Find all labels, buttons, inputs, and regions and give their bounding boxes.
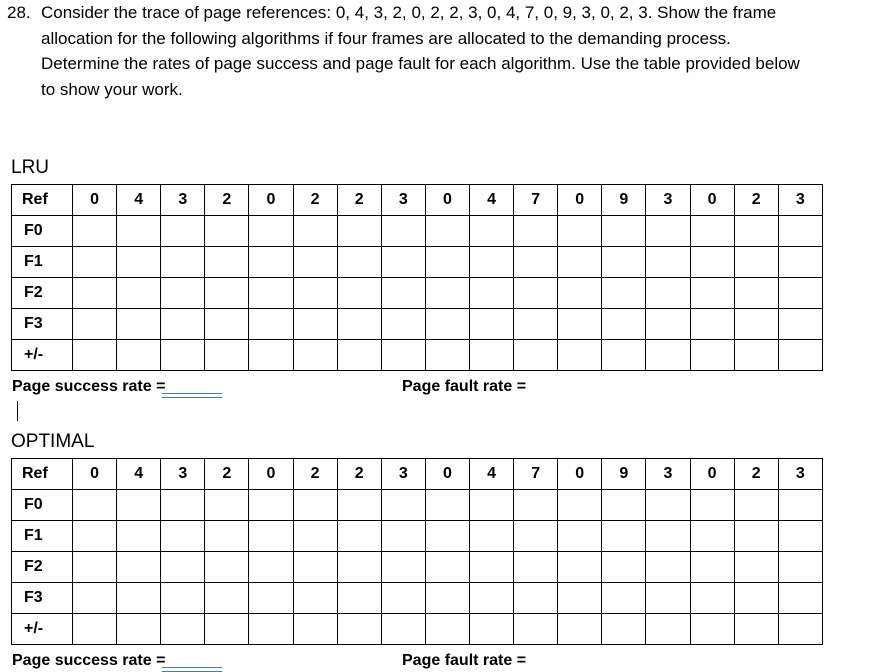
ref-cell: 3 (161, 185, 205, 216)
frame-cell[interactable] (205, 614, 249, 645)
frame-cell[interactable] (381, 552, 425, 583)
ref-label: Ref (12, 185, 73, 216)
frame-row-label: F2 (12, 552, 73, 583)
frame-cell[interactable] (381, 490, 425, 521)
frame-cell[interactable] (734, 247, 778, 278)
frame-cell[interactable] (205, 552, 249, 583)
ref-cell: 0 (558, 185, 602, 216)
ref-cell: 2 (734, 459, 778, 490)
question-text: Consider the trace of page references: 0, 4, 3, 2, 0, 2, 2, 3, 0, 4, 7, 0, 9, 3, 0, 2, 3. Show the frame allocation for the following algorithms if four frames are allocated to the demanding process. Determine the rates of page success and page fault for each algorithm. Use the table provided below to show your work. (41, 3, 800, 99)
frame-row (12, 216, 823, 247)
frame-cell[interactable] (734, 278, 778, 309)
text-cursor (17, 401, 18, 421)
frame-cell[interactable] (425, 521, 469, 552)
optimal-title: OPTIMAL (11, 431, 95, 452)
frame-cell[interactable] (425, 490, 469, 521)
optimal-success-rate-blank[interactable] (162, 667, 222, 672)
frame-cell[interactable] (469, 247, 513, 278)
frame-cell[interactable] (293, 490, 337, 521)
frame-cell[interactable] (646, 247, 690, 278)
frame-cell[interactable] (205, 216, 249, 247)
frame-cell[interactable] (778, 552, 822, 583)
frame-cell[interactable] (249, 614, 293, 645)
frame-cell[interactable] (558, 490, 602, 521)
frame-cell[interactable] (558, 247, 602, 278)
frame-cell[interactable] (602, 552, 646, 583)
frame-cell[interactable] (602, 614, 646, 645)
frame-cell[interactable] (646, 614, 690, 645)
frame-cell[interactable] (73, 216, 117, 247)
frame-cell[interactable] (558, 278, 602, 309)
frame-cell[interactable] (778, 521, 822, 552)
ref-cell: 9 (602, 185, 646, 216)
frame-cell[interactable] (117, 521, 161, 552)
ref-cell: 7 (514, 185, 558, 216)
frame-cell[interactable] (381, 247, 425, 278)
frame-cell[interactable] (117, 340, 161, 371)
frame-cell[interactable] (293, 552, 337, 583)
ref-row (12, 185, 823, 216)
ref-cell: 4 (469, 459, 513, 490)
frame-cell[interactable] (778, 340, 822, 371)
frame-cell[interactable] (425, 278, 469, 309)
frame-cell[interactable] (73, 309, 117, 340)
frame-cell[interactable] (734, 216, 778, 247)
ref-cell: 0 (425, 185, 469, 216)
frame-cell[interactable] (381, 583, 425, 614)
frame-cell[interactable] (117, 309, 161, 340)
frame-cell[interactable] (249, 583, 293, 614)
frame-cell[interactable] (249, 309, 293, 340)
frame-cell[interactable] (514, 552, 558, 583)
frame-cell[interactable] (117, 216, 161, 247)
frame-cell[interactable] (337, 614, 381, 645)
frame-cell[interactable] (337, 490, 381, 521)
lru-fault-rate-label: Page fault rate = (402, 378, 527, 395)
frame-cell[interactable] (602, 278, 646, 309)
frame-cell[interactable] (161, 309, 205, 340)
frame-cell[interactable] (205, 490, 249, 521)
frame-cell[interactable] (161, 216, 205, 247)
frame-cell[interactable] (469, 521, 513, 552)
frame-cell[interactable] (73, 247, 117, 278)
question-number: 28. (7, 3, 31, 22)
frame-cell[interactable] (73, 552, 117, 583)
frame-cell[interactable] (249, 216, 293, 247)
frame-cell[interactable] (425, 340, 469, 371)
ref-cell: 3 (161, 459, 205, 490)
frame-cell[interactable] (205, 309, 249, 340)
frame-cell[interactable] (646, 309, 690, 340)
frame-cell[interactable] (73, 278, 117, 309)
ref-cell: 0 (249, 185, 293, 216)
ref-cell: 0 (690, 459, 734, 490)
frame-cell[interactable] (161, 583, 205, 614)
frame-cell[interactable] (690, 552, 734, 583)
frame-cell[interactable] (425, 247, 469, 278)
ref-cell: 3 (778, 185, 822, 216)
ref-cell: 2 (205, 185, 249, 216)
frame-cell[interactable] (778, 216, 822, 247)
ref-cell: 2 (337, 459, 381, 490)
frame-cell[interactable] (205, 340, 249, 371)
frame-cell[interactable] (337, 278, 381, 309)
frame-cell[interactable] (734, 309, 778, 340)
frame-cell[interactable] (646, 340, 690, 371)
frame-cell[interactable] (469, 216, 513, 247)
ref-cell: 2 (205, 459, 249, 490)
frame-cell[interactable] (602, 216, 646, 247)
frame-row (12, 340, 823, 371)
frame-cell[interactable] (514, 278, 558, 309)
frame-row-label: F1 (12, 521, 73, 552)
frame-cell[interactable] (337, 247, 381, 278)
frame-cell[interactable] (514, 309, 558, 340)
frame-cell[interactable] (381, 309, 425, 340)
frame-cell[interactable] (469, 340, 513, 371)
frame-cell[interactable] (293, 340, 337, 371)
frame-cell[interactable] (558, 521, 602, 552)
frame-cell[interactable] (514, 583, 558, 614)
frame-cell[interactable] (161, 521, 205, 552)
frame-cell[interactable] (558, 614, 602, 645)
frame-cell[interactable] (778, 583, 822, 614)
optimal-table (11, 458, 823, 645)
ref-cell: 4 (469, 185, 513, 216)
frame-cell[interactable] (690, 340, 734, 371)
frame-cell[interactable] (690, 614, 734, 645)
frame-cell[interactable] (381, 340, 425, 371)
frame-cell[interactable] (337, 521, 381, 552)
frame-row-label: F0 (12, 216, 73, 247)
frame-cell[interactable] (646, 521, 690, 552)
frame-cell[interactable] (778, 247, 822, 278)
frame-cell[interactable] (161, 278, 205, 309)
lru-success-rate-blank[interactable] (162, 393, 222, 398)
frame-cell[interactable] (161, 552, 205, 583)
frame-cell[interactable] (161, 490, 205, 521)
frame-cell[interactable] (469, 278, 513, 309)
frame-row (12, 490, 823, 521)
frame-row (12, 614, 823, 645)
frame-cell[interactable] (293, 309, 337, 340)
frame-cell[interactable] (337, 552, 381, 583)
frame-cell[interactable] (690, 216, 734, 247)
frame-cell[interactable] (337, 340, 381, 371)
frame-cell[interactable] (469, 490, 513, 521)
frame-cell[interactable] (646, 278, 690, 309)
ref-cell: 3 (381, 185, 425, 216)
frame-cell[interactable] (249, 552, 293, 583)
frame-cell[interactable] (469, 583, 513, 614)
frame-cell[interactable] (514, 521, 558, 552)
frame-cell[interactable] (558, 340, 602, 371)
ref-cell: 3 (646, 185, 690, 216)
frame-cell[interactable] (646, 216, 690, 247)
frame-cell[interactable] (161, 247, 205, 278)
frame-cell[interactable] (558, 583, 602, 614)
frame-cell[interactable] (293, 216, 337, 247)
optimal-fault-rate-label: Page fault rate = (402, 652, 527, 669)
frame-cell[interactable] (249, 521, 293, 552)
optimal-success-rate-label: Page success rate = (12, 652, 166, 669)
frame-cell[interactable] (602, 247, 646, 278)
frame-cell[interactable] (646, 583, 690, 614)
frame-cell[interactable] (249, 278, 293, 309)
frame-cell[interactable] (469, 552, 513, 583)
frame-cell[interactable] (558, 309, 602, 340)
frame-row (12, 583, 823, 614)
frame-cell[interactable] (293, 521, 337, 552)
frame-cell[interactable] (205, 521, 249, 552)
frame-cell[interactable] (602, 309, 646, 340)
frame-cell[interactable] (73, 583, 117, 614)
frame-row (12, 278, 823, 309)
ref-cell: 7 (514, 459, 558, 490)
frame-cell[interactable] (558, 552, 602, 583)
frame-cell[interactable] (734, 490, 778, 521)
frame-cell[interactable] (558, 216, 602, 247)
frame-cell[interactable] (425, 216, 469, 247)
frame-cell[interactable] (602, 340, 646, 371)
frame-cell[interactable] (425, 309, 469, 340)
frame-cell[interactable] (205, 247, 249, 278)
frame-cell[interactable] (117, 278, 161, 309)
frame-cell[interactable] (249, 490, 293, 521)
ref-cell: 2 (293, 459, 337, 490)
ref-cell: 0 (425, 459, 469, 490)
ref-cell: 2 (293, 185, 337, 216)
frame-row (12, 521, 823, 552)
frame-row-label: F3 (12, 583, 73, 614)
frame-cell[interactable] (381, 521, 425, 552)
frame-cell[interactable] (161, 614, 205, 645)
frame-row (12, 552, 823, 583)
frame-cell[interactable] (690, 521, 734, 552)
frame-cell[interactable] (514, 216, 558, 247)
frame-cell[interactable] (337, 309, 381, 340)
frame-cell[interactable] (337, 583, 381, 614)
ref-cell: 4 (117, 459, 161, 490)
frame-cell[interactable] (117, 583, 161, 614)
frame-cell[interactable] (293, 583, 337, 614)
ref-cell: 0 (73, 459, 117, 490)
frame-cell[interactable] (337, 216, 381, 247)
frame-row-label: +/- (12, 614, 73, 645)
frame-cell[interactable] (381, 614, 425, 645)
frame-cell[interactable] (293, 614, 337, 645)
frame-cell[interactable] (602, 521, 646, 552)
frame-cell[interactable] (646, 552, 690, 583)
frame-cell[interactable] (73, 490, 117, 521)
ref-label: Ref (12, 459, 73, 490)
ref-cell: 0 (558, 459, 602, 490)
frame-row-label: +/- (12, 340, 73, 371)
ref-cell: 3 (778, 459, 822, 490)
frame-cell[interactable] (778, 614, 822, 645)
frame-cell[interactable] (778, 309, 822, 340)
frame-cell[interactable] (778, 490, 822, 521)
frame-cell[interactable] (73, 614, 117, 645)
frame-cell[interactable] (734, 521, 778, 552)
ref-cell: 0 (73, 185, 117, 216)
frame-cell[interactable] (425, 583, 469, 614)
frame-cell[interactable] (514, 614, 558, 645)
frame-cell[interactable] (514, 490, 558, 521)
frame-cell[interactable] (602, 490, 646, 521)
ref-row (12, 459, 823, 490)
frame-cell[interactable] (73, 521, 117, 552)
lru-table (11, 184, 823, 371)
frame-cell[interactable] (690, 490, 734, 521)
ref-cell: 9 (602, 459, 646, 490)
frame-cell[interactable] (425, 552, 469, 583)
frame-row-label: F1 (12, 247, 73, 278)
frame-cell[interactable] (514, 340, 558, 371)
frame-cell[interactable] (117, 490, 161, 521)
frame-cell[interactable] (734, 614, 778, 645)
ref-cell: 3 (646, 459, 690, 490)
ref-cell: 0 (249, 459, 293, 490)
frame-cell[interactable] (690, 309, 734, 340)
frame-cell[interactable] (690, 278, 734, 309)
frame-cell[interactable] (293, 278, 337, 309)
question (7, 0, 869, 102)
ref-cell: 0 (690, 185, 734, 216)
frame-cell[interactable] (734, 340, 778, 371)
frame-cell[interactable] (602, 583, 646, 614)
frame-cell[interactable] (205, 278, 249, 309)
frame-cell[interactable] (117, 247, 161, 278)
frame-cell[interactable] (161, 340, 205, 371)
frame-cell[interactable] (117, 614, 161, 645)
lru-title: LRU (11, 157, 50, 178)
frame-cell[interactable] (117, 552, 161, 583)
lru-success-rate-label: Page success rate = (12, 378, 166, 395)
frame-cell[interactable] (205, 583, 249, 614)
frame-row (12, 247, 823, 278)
frame-cell[interactable] (778, 278, 822, 309)
frame-cell[interactable] (514, 247, 558, 278)
frame-cell[interactable] (381, 216, 425, 247)
frame-row-label: F0 (12, 490, 73, 521)
ref-cell: 4 (117, 185, 161, 216)
frame-cell[interactable] (249, 247, 293, 278)
ref-cell: 2 (734, 185, 778, 216)
ref-cell: 3 (381, 459, 425, 490)
frame-cell[interactable] (249, 340, 293, 371)
frame-cell[interactable] (646, 490, 690, 521)
frame-row-label: F2 (12, 278, 73, 309)
frame-cell[interactable] (73, 340, 117, 371)
frame-cell[interactable] (469, 309, 513, 340)
frame-cell[interactable] (425, 614, 469, 645)
ref-cell: 2 (337, 185, 381, 216)
frame-row (12, 309, 823, 340)
frame-cell[interactable] (690, 583, 734, 614)
frame-cell[interactable] (469, 614, 513, 645)
frame-row-label: F3 (12, 309, 73, 340)
frame-cell[interactable] (690, 247, 734, 278)
frame-cell[interactable] (293, 247, 337, 278)
frame-cell[interactable] (381, 278, 425, 309)
frame-cell[interactable] (734, 552, 778, 583)
frame-cell[interactable] (734, 583, 778, 614)
